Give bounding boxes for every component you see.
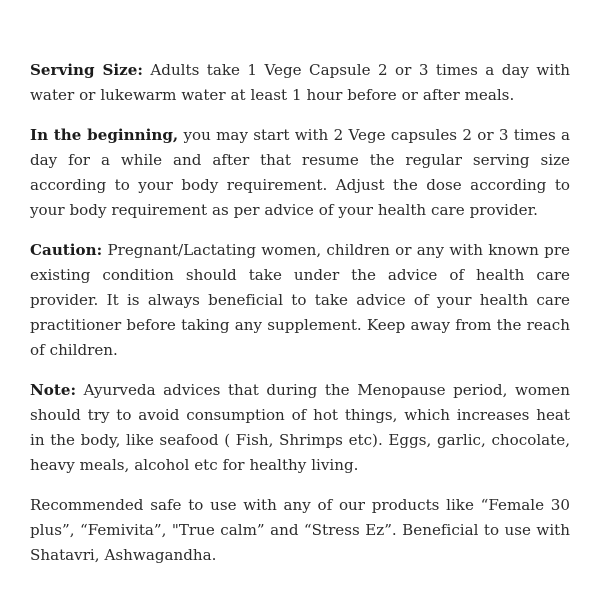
paragraph-lead-label: In the beginning,	[30, 126, 179, 144]
paragraph-body-text: Recommended safe to use with any of our products like “Female 30 plus”, “Femivita”, "True calm” and “Stress Ez”. Beneficial to use with Shatavri, Ashwagandha.	[30, 496, 570, 564]
paragraph-note	[30, 378, 570, 478]
paragraph-caution	[30, 238, 570, 363]
document-text-block	[30, 58, 570, 568]
paragraph-body-text: Ayurveda advices that during the Menopause period, women should try to avoid consumption of hot things, which increases heat in the body, like seafood ( Fish, Shrimps etc). Eggs, garlic, chocolate, heavy meals, alcohol etc for healthy living.	[30, 381, 570, 474]
paragraph-body-text: you may start with 2 Vege capsules 2 or 3 times a day for a while and after that resume the regular serving size according to your body requirement. Adjust the dose according to your body requirement as per advice of your health care provider.	[30, 126, 570, 219]
paragraph-body-text: Adults take 1 Vege Capsule 2 or 3 times a day with water or lukewarm water at least 1 hour before or after meals.	[30, 61, 570, 104]
paragraph-recommended-products	[30, 493, 570, 568]
paragraph-lead-label: Note:	[30, 381, 77, 399]
paragraph-serving-size	[30, 58, 570, 108]
paragraph-lead-label: Caution:	[30, 241, 103, 259]
paragraph-body-text: Pregnant/Lactating women, children or any with known pre existing condition should take under the advice of health care provider. It is always beneficial to take advice of your health care practitioner before taking any supplement. Keep away from the reach of children.	[30, 241, 570, 359]
paragraph-lead-label: Serving Size:	[30, 61, 143, 79]
paragraph-in-the-beginning	[30, 123, 570, 223]
